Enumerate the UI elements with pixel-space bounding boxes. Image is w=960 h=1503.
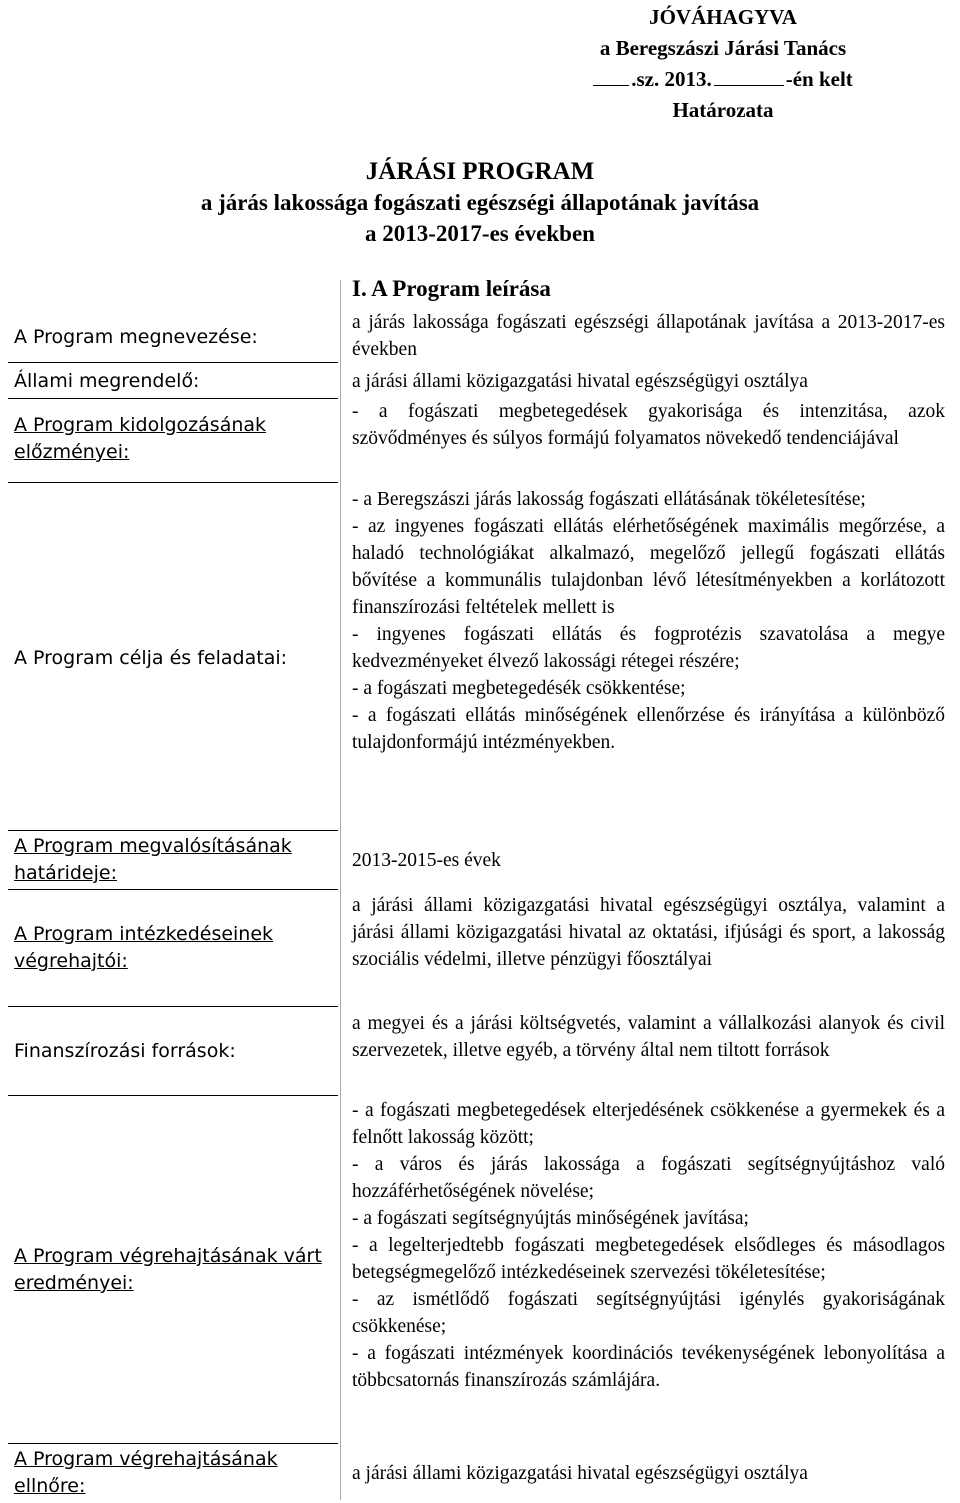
row-divider: [8, 398, 338, 399]
goal-item: - az ingyenes fogászati ellátás elérhetőségének maximális megőrzése, a haladó technológiákat alkalmazó, megelőző jellegű fogászati ellátás bővítése a kommunális tulajdonban lévő létesítményekben a korlátozott finanszírozási feltételek mellett is: [352, 516, 945, 618]
title-line-3: a 2013-2017-es években: [365, 221, 595, 246]
row-divider: [8, 889, 338, 890]
result-item: - a fogászati megbetegedések elterjedésének csökkenése a gyermekek és a felnőtt lakosság között;: [352, 1100, 945, 1148]
row-divider: [8, 1443, 338, 1444]
result-item: - a legelterjedtebb fogászati megbetegedések elsődleges és másodlagos betegségmegelőző intézkedéseinek szervezési tökéletesítése;: [352, 1235, 945, 1283]
goal-item: - a fogászati megbetegedésék csökkentése;: [352, 678, 686, 699]
value-results: [352, 1097, 945, 1394]
value-control: a járási állami közigazgatási hivatal egészségügyi osztálya: [352, 1463, 808, 1484]
row-divider: [8, 1006, 338, 1007]
approval-line-4: Határozata: [672, 98, 774, 122]
result-item: - a fogászati segítségnyújtás minőségének javítása;: [352, 1208, 749, 1229]
document-title: [0, 156, 960, 249]
approval-date: .sz. 2013.: [631, 67, 712, 91]
blank-line: [593, 84, 629, 86]
row-divider: [8, 482, 338, 483]
title-line-2: a járás lakossága fogászati egészségi állapotának javítása: [200, 190, 760, 215]
approval-suffix: -én kelt: [785, 67, 853, 91]
label-client: Állami megrendelő:: [14, 370, 200, 392]
column-divider: [340, 280, 341, 1500]
label-control: A Program végrehajtásának ellnőre:: [14, 1448, 278, 1497]
title-line-1: JÁRÁSI PROGRAM: [365, 158, 595, 185]
approval-line-2: a Beregszászi Járási Tanács: [599, 36, 847, 60]
approval-line-3: [558, 64, 888, 95]
label-goals: A Program célja és feladatai:: [14, 647, 288, 669]
label-deadline: A Program megvalósításának határideje:: [14, 835, 292, 884]
goal-item: - ingyenes fogászati ellátás és fogprotézis szavatolása a megye kedvezményeket élvező lakossági rétegei részére;: [352, 624, 945, 672]
result-item: - a fogászati intézmények koordinációs tevékenységének lebonyolítása a többcsatornás finanszírozás számlájára.: [352, 1343, 945, 1391]
row-divider: [8, 830, 338, 831]
approval-line-1: JÓVÁHAGYVA: [649, 5, 797, 29]
value-name: a járás lakossága fogászati egészségi állapotának javítása a 2013-2017-es években: [352, 312, 945, 360]
row-divider: [8, 1095, 338, 1096]
value-deadline: 2013-2015-es évek: [352, 850, 501, 871]
label-funding: Finanszírozási források:: [14, 1040, 236, 1062]
approval-stamp: [558, 2, 888, 126]
goal-item: - a Beregszászi járás lakosság fogászati ellátásának tökéletesítése;: [352, 489, 866, 510]
row-divider: [8, 362, 338, 363]
result-item: - az ismétlődő fogászati segítségnyújtási igénylés gyakoriságának csökkenése;: [352, 1289, 945, 1337]
value-background: - a fogászati megbetegedések gyakorisága és intenzitása, azok szövődményes és súlyos formájú folyamatos növekedő tendenciájával: [352, 401, 945, 449]
label-results: A Program végrehajtásának várt eredményei:: [14, 1245, 322, 1294]
value-executors: a járási állami közigazgatási hivatal egészségügyi osztálya, valamint a járási állami közigazgatási hivatal az oktatási, ifjúsági és sport, a lakosság szociális védelmi, illetve pénzügyi főosztályai: [352, 895, 945, 970]
value-funding: a megyei és a járási költségvetés, valamint a vállalkozási alanyok és civil szervezetek, illetve egyéb, a törvény által nem tiltott források: [352, 1013, 945, 1061]
label-name: A Program megnevezése:: [14, 326, 258, 348]
result-item: - a város és járás lakossága a fogászati segítségnyújtáshoz való hozzáférhetőségének növelése;: [352, 1154, 945, 1202]
section-heading: I. A Program leírása: [352, 276, 551, 301]
label-executors: A Program intézkedéseinek végrehajtói:: [14, 923, 274, 972]
label-background: A Program kidolgozásának előzményei:: [14, 414, 267, 463]
value-client: a járási állami közigazgatási hivatal egészségügyi osztálya: [352, 371, 808, 392]
blank-line: [714, 84, 784, 86]
value-goals: [352, 486, 945, 756]
goal-item: - a fogászati ellátás minőségének ellenőrzése és irányítása a különböző tulajdonformájú intézményekben.: [352, 705, 945, 753]
